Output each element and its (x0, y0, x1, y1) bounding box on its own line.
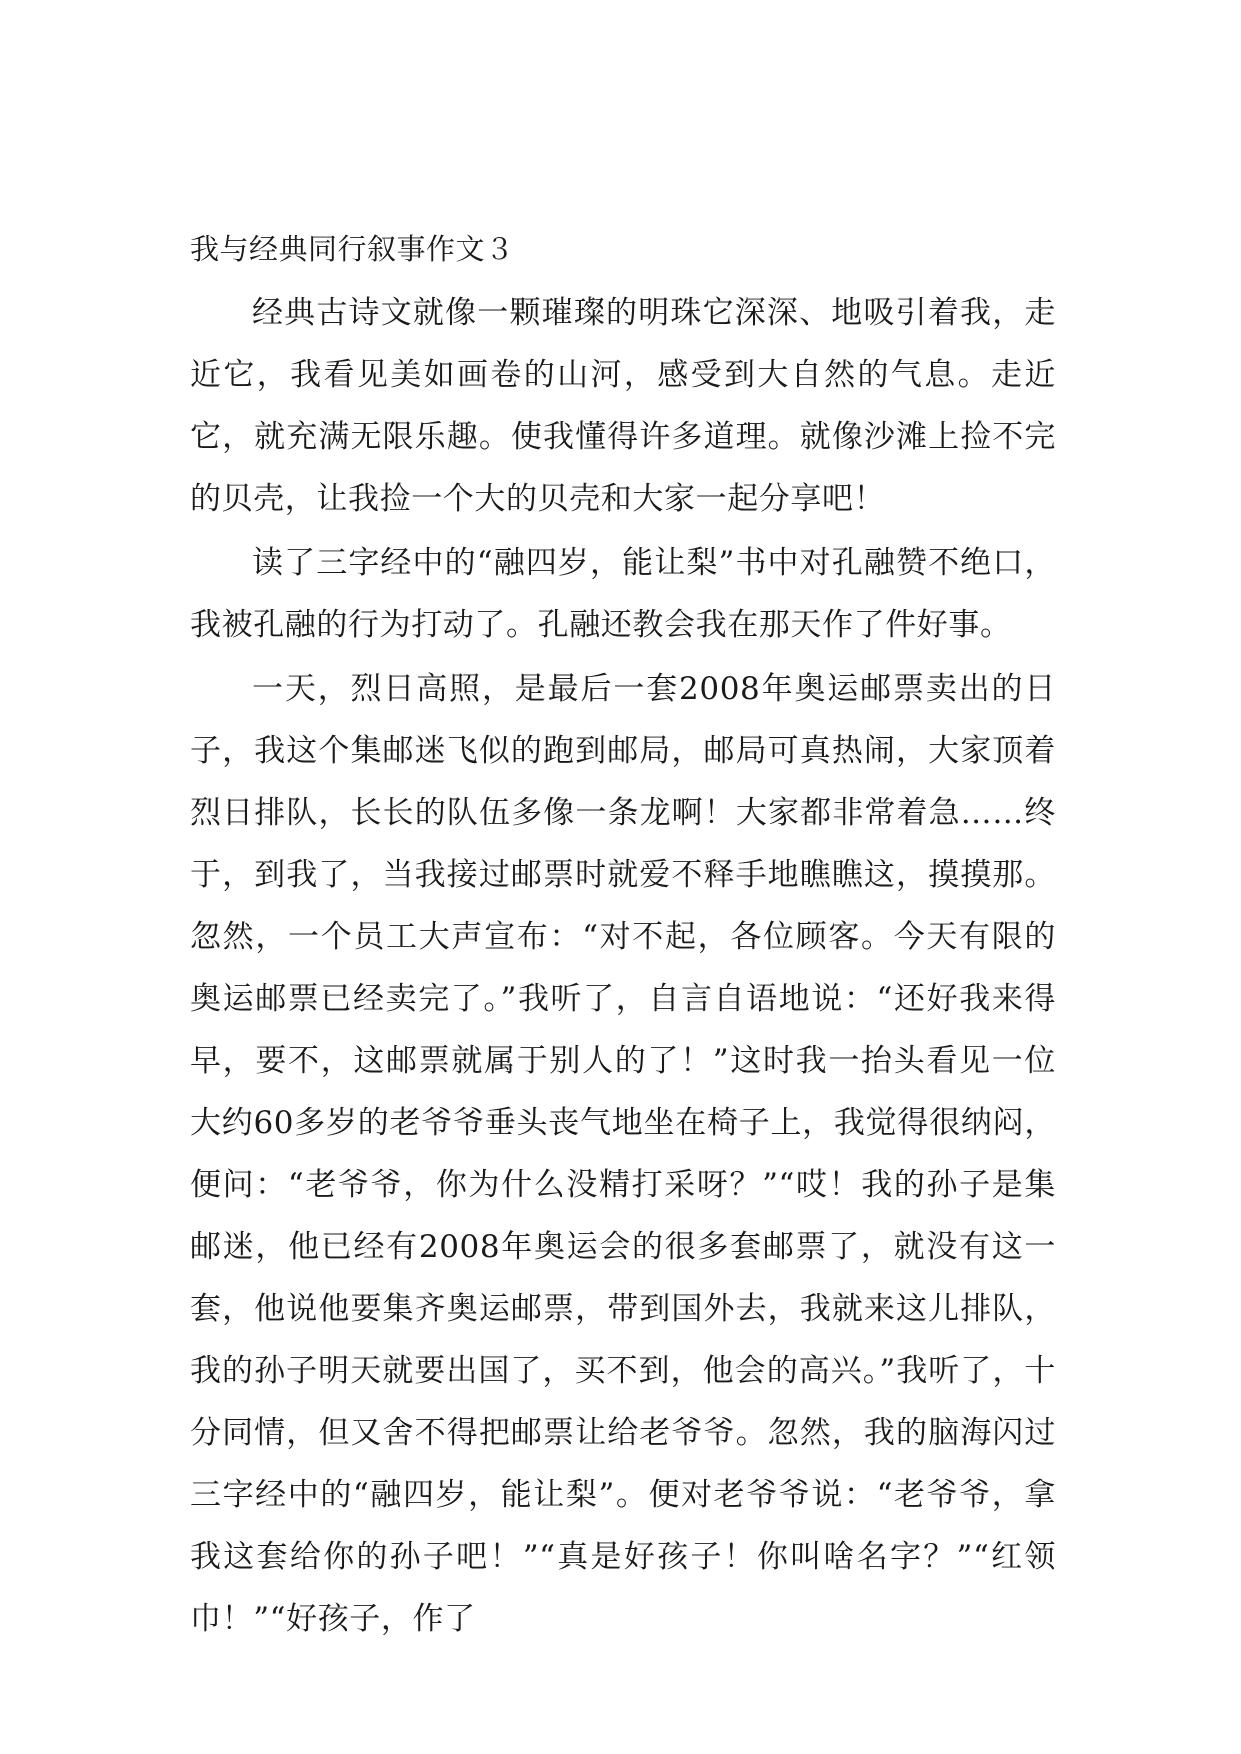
paragraph-intro: 经典古诗文就像一颗璀璨的明珠它深深、地吸引着我，走近它，我看见美如画卷的山河，感受到大自然的气息。走近它，就充满无限乐趣。使我懂得许多道理。就像沙滩上捡不完的贝壳，让我捡一个大的贝壳和大家一起分享吧！ (190, 295, 1056, 517)
document-title: 我与经典同行叙事作文３ (190, 232, 515, 266)
paragraph-kongrong: 读了三字经中的“融四岁，能让梨”书中对孔融赞不绝口，我被孔融的行为打动了。孔融还教会我在那天作了件好事。 (190, 545, 1056, 643)
paragraph-story: 一天，烈日高照，是最后一套2008年奥运邮票卖出的日子，我这个集邮迷飞似的跑到邮局，邮局可真热闹，大家顶着烈日排队，长长的队伍多像一条龙啊！大家都非常着急……终于，到我了，当我接过邮票时就爱不释手地瞧瞧这，摸摸那。忽然，一个员工大声宣布：“对不起，各位顾客。今天有限的奥运邮票已经卖完了。”我听了，自言自语地说：“还好我来得早，要不，这邮票就属于别人的了！”这时我一抬头看见一位大约60多岁的老爷爷垂头丧气地坐在椅子上，我觉得很纳闷，便问：“老爷爷，你为什么没精打采呀？”“哎！我的孙子是集邮迷，他已经有2008年奥运会的很多套邮票了，就没有这一套，他说他要集齐奥运邮票，带到国外去，我就来这儿排队，我的孙子明天就要出国了，买不到，他会的高兴。”我听了，十分同情，但又舍不得把邮票让给老爷爷。忽然，我的脑海闪过三字经中的“融四岁，能让梨”。便对老爷爷说：“老爷爷，拿我这套给你的孙子吧！”“真是好孩子！你叫啥名字？”“红领巾！”“好孩子，作了 (190, 671, 1056, 1637)
document-body (190, 228, 1056, 1650)
